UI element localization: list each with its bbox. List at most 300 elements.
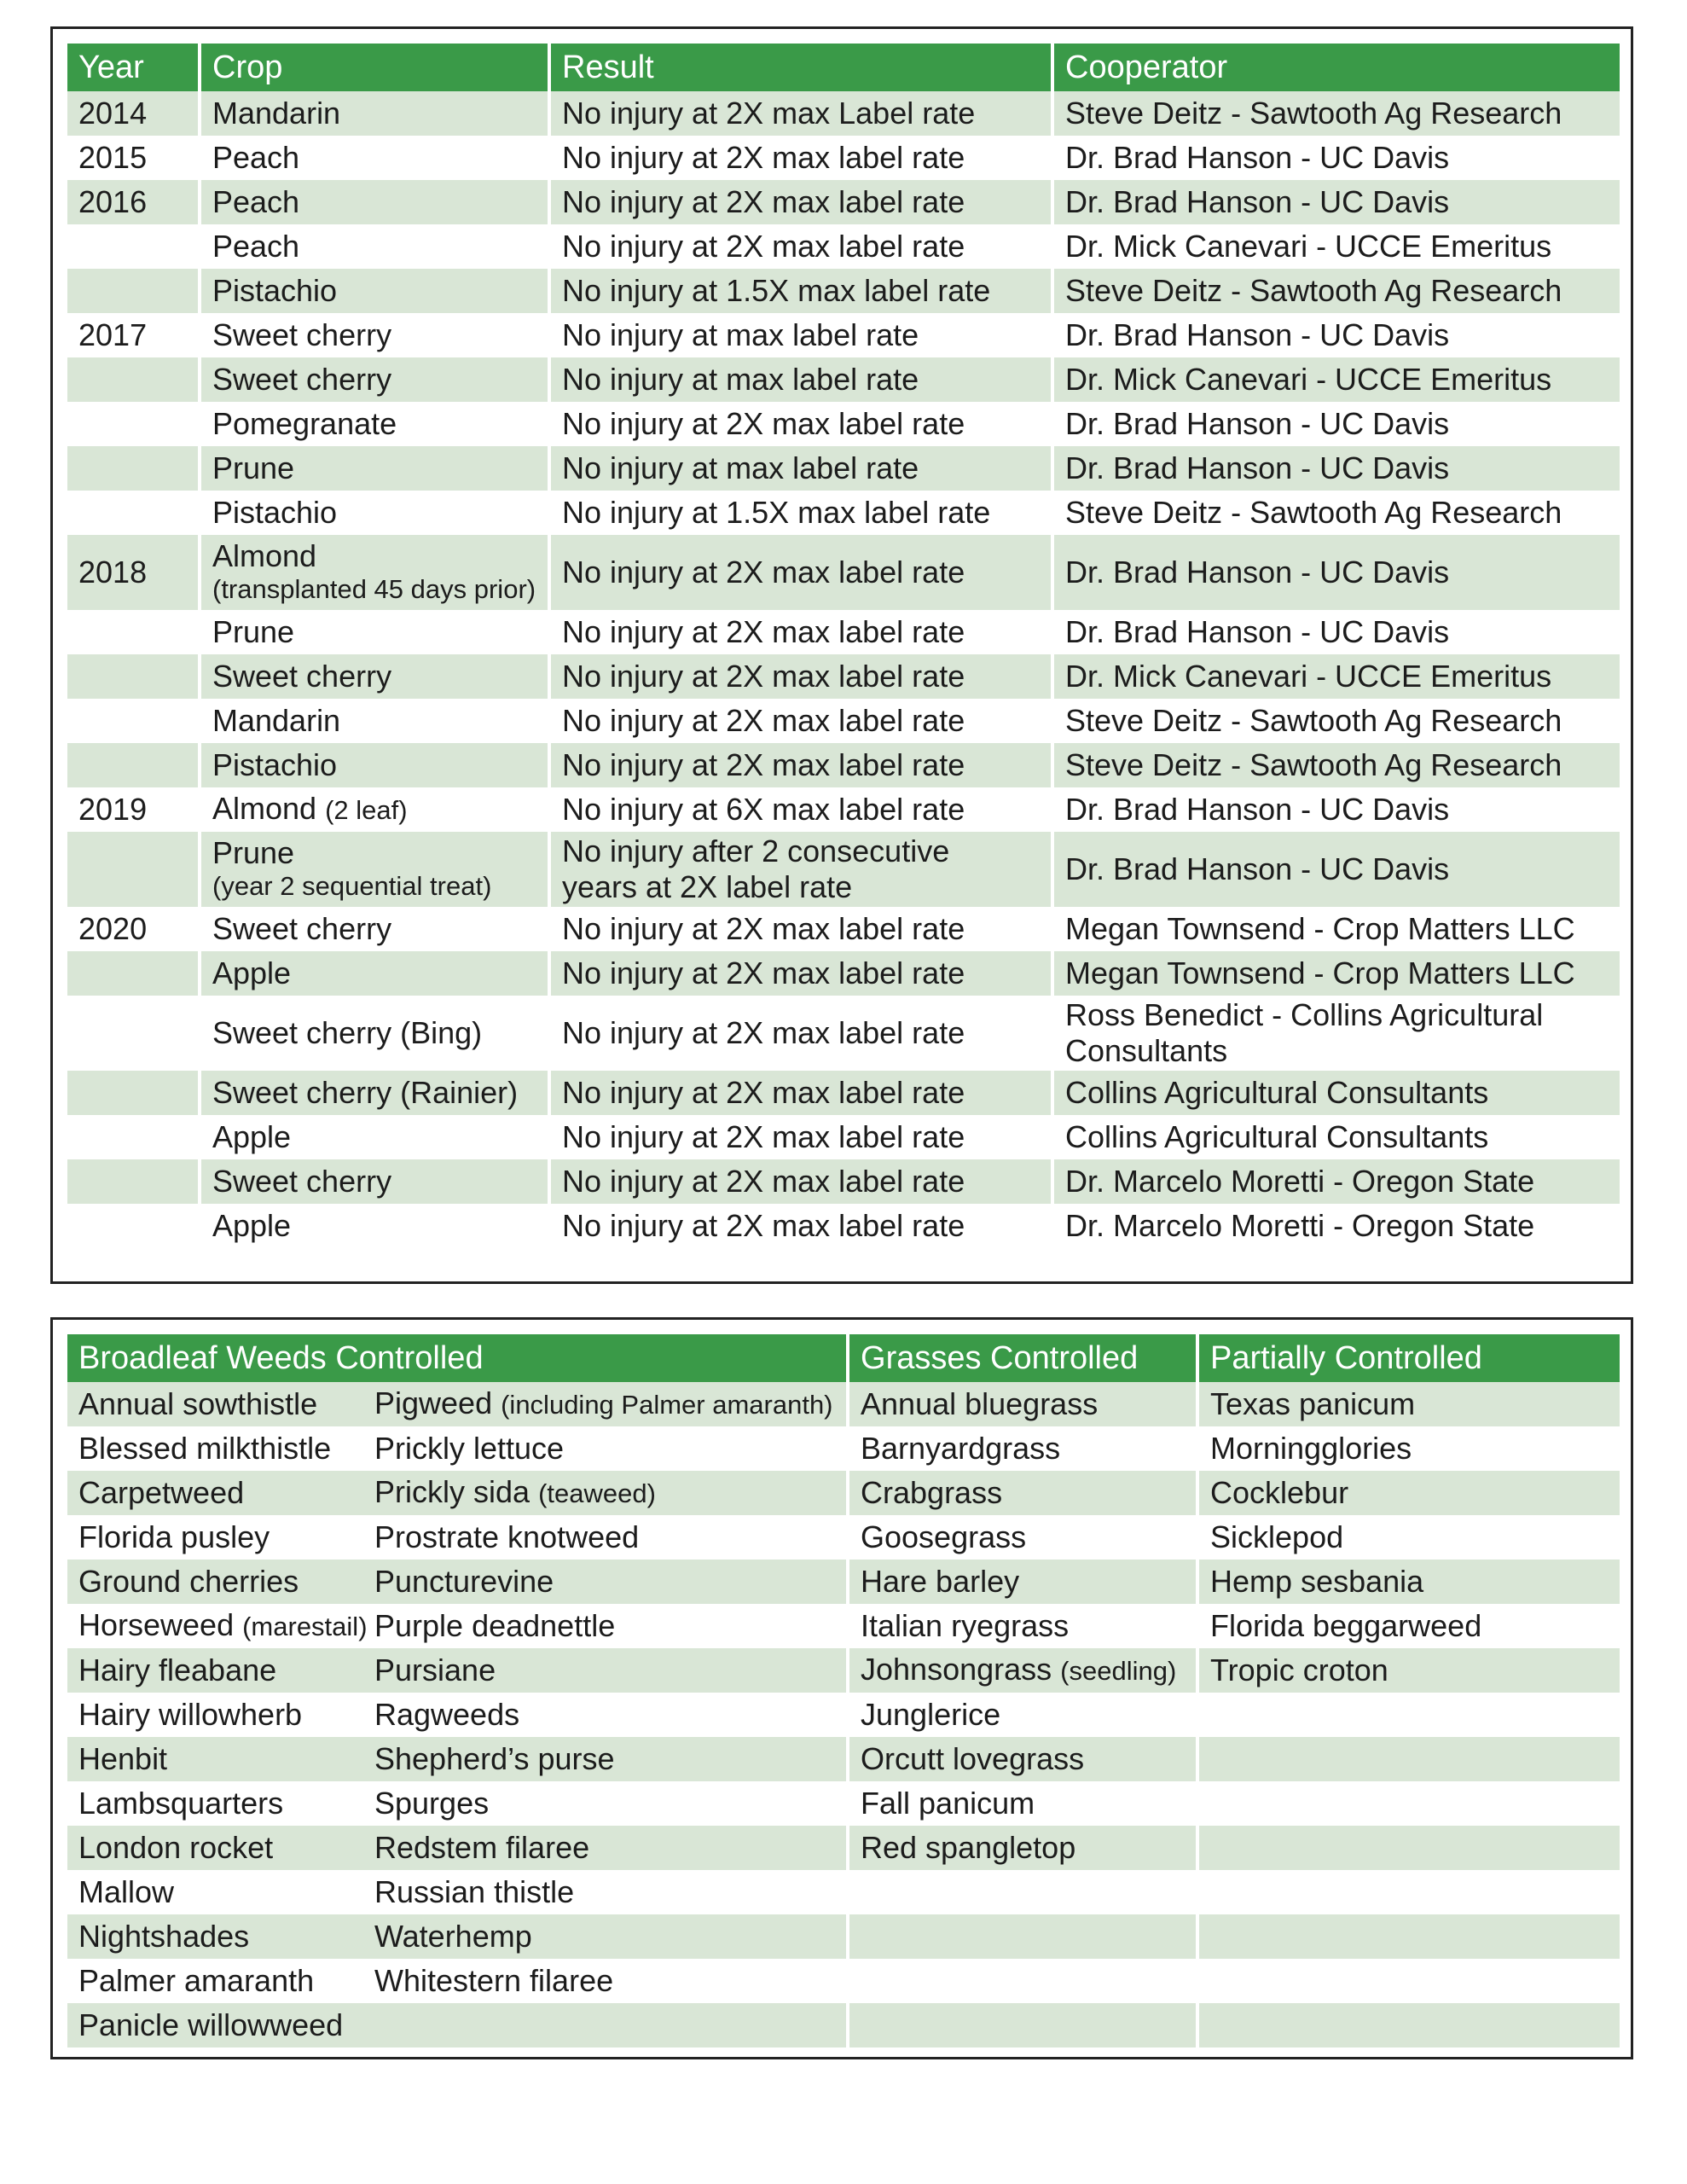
cooperator-text: Dr. Brad Hanson - UC Davis <box>1065 184 1450 219</box>
result-cell <box>549 907 1052 951</box>
partial-cell <box>1197 1515 1620 1560</box>
table-row <box>67 402 1620 446</box>
cooperator-cell <box>1052 491 1620 535</box>
crop-text: Peach <box>212 184 300 219</box>
cooperator-cell <box>1052 1071 1620 1115</box>
table-row <box>67 951 1620 996</box>
table-row <box>67 1382 1620 1426</box>
crop-text: Apple <box>212 1208 292 1243</box>
table-row <box>67 1560 1620 1604</box>
broadleaf-cell <box>67 1382 368 1426</box>
result-cell <box>549 402 1052 446</box>
partial-cell <box>1197 1560 1620 1604</box>
result-text: No injury at 2X max label rate <box>562 1075 965 1110</box>
grass-cell <box>848 1914 1197 1959</box>
cooperator-cell <box>1052 1159 1620 1204</box>
year-cell <box>67 1071 200 1115</box>
partial-cell <box>1197 1648 1620 1693</box>
partial-cell <box>1197 1693 1620 1737</box>
partial-cell <box>1197 1426 1620 1471</box>
cooperator-text: Dr. Brad Hanson - UC Davis <box>1065 851 1450 886</box>
grass-name: Orcutt lovegrass <box>861 1741 1085 1776</box>
crop-cell <box>200 743 549 787</box>
cooperator-cell <box>1052 787 1620 832</box>
crop-block <box>212 539 548 606</box>
year-cell <box>67 951 200 996</box>
result-text: No injury at 2X max label rate <box>562 1164 965 1199</box>
year-cell <box>67 313 200 357</box>
crop-text: Peach <box>212 140 300 175</box>
broadleaf-cell <box>67 1826 368 1870</box>
year-cell <box>67 535 200 610</box>
year-text: 2020 <box>78 911 148 946</box>
crop-cell <box>200 313 549 357</box>
year-cell <box>67 491 200 535</box>
crop-text: Prune <box>212 450 295 485</box>
table-row <box>67 2003 1620 2048</box>
broadleaf-cell <box>368 1693 848 1737</box>
table-row <box>67 313 1620 357</box>
crop-text: Mandarin <box>212 703 341 738</box>
crop-cell <box>200 180 549 224</box>
broadleaf-name: Hairy fleabane <box>78 1653 277 1687</box>
partial-name: Texas panicum <box>1210 1386 1416 1421</box>
crop-cell <box>200 1204 549 1248</box>
result-cell <box>549 996 1052 1071</box>
broadleaf-cell <box>368 1870 848 1914</box>
broadleaf-cell <box>368 1914 848 1959</box>
partial-name: Morningglories <box>1210 1431 1412 1466</box>
broadleaf-name: Russian thistle <box>374 1874 575 1909</box>
broadleaf-cell <box>368 1648 848 1693</box>
broadleaf-cell <box>368 1737 848 1781</box>
result-cell <box>549 1204 1052 1248</box>
broadleaf-cell <box>368 2003 848 2048</box>
crop-cell <box>200 1115 549 1159</box>
broadleaf-name: Spurges <box>374 1786 490 1821</box>
result-cell <box>549 535 1052 610</box>
year-cell <box>67 996 200 1071</box>
broadleaf-cell <box>67 1781 368 1826</box>
weeds-controlled-table <box>67 1334 1620 2048</box>
cooperator-text: Dr. Mick Canevari - UCCE Emeritus <box>1065 659 1552 694</box>
year-cell <box>67 1159 200 1204</box>
table-row <box>67 996 1620 1071</box>
partial-cell <box>1197 1471 1620 1515</box>
cooperator-cell <box>1052 180 1620 224</box>
crop-cell <box>200 699 549 743</box>
crop-trials-table <box>67 44 1620 1248</box>
crop-text: Sweet cherry (Bing) <box>212 1015 483 1050</box>
broadleaf-name: Pursiane <box>374 1653 496 1687</box>
crop-cell <box>200 535 549 610</box>
table-row <box>67 1071 1620 1115</box>
crop-cell <box>200 491 549 535</box>
header-broadleaf: Broadleaf Weeds Controlled <box>67 1334 848 1382</box>
table-row <box>67 1115 1620 1159</box>
cooperator-text: Megan Townsend - Crop Matters LLC <box>1065 911 1575 946</box>
result-text: No injury at 2X max label rate <box>562 140 965 175</box>
year-cell <box>67 654 200 699</box>
result-cell <box>549 491 1052 535</box>
broadleaf-cell <box>67 2003 368 2048</box>
cooperator-cell <box>1052 313 1620 357</box>
grass-cell <box>848 1426 1197 1471</box>
table-row <box>67 1515 1620 1560</box>
grass-note: (seedling) <box>1060 1656 1177 1686</box>
broadleaf-cell <box>368 1781 848 1826</box>
broadleaf-cell <box>67 1648 368 1693</box>
result-cell <box>549 832 1052 907</box>
year-cell <box>67 610 200 654</box>
cooperator-text: Ross Benedict - Collins Agricultural Consultants <box>1065 997 1544 1068</box>
partial-name: Cocklebur <box>1210 1475 1349 1510</box>
grass-cell <box>848 1515 1197 1560</box>
partial-name: Florida beggarweed <box>1210 1608 1482 1643</box>
grass-name: Annual bluegrass <box>861 1386 1099 1421</box>
broadleaf-name: Pigweed <box>374 1385 493 1420</box>
result-text: No injury at 6X max label rate <box>562 792 965 827</box>
result-cell <box>549 224 1052 269</box>
partial-cell <box>1197 1959 1620 2003</box>
cooperator-text: Steve Deitz - Sawtooth Ag Research <box>1065 747 1562 782</box>
year-text: 2015 <box>78 140 148 175</box>
cooperator-cell <box>1052 357 1620 402</box>
result-text: No injury at 2X max label rate <box>562 1119 965 1154</box>
crop-text: Pistachio <box>212 495 338 530</box>
cooperator-cell <box>1052 743 1620 787</box>
crop-cell <box>200 654 549 699</box>
cooperator-text: Steve Deitz - Sawtooth Ag Research <box>1065 96 1562 131</box>
table-row <box>67 907 1620 951</box>
partial-cell <box>1197 1737 1620 1781</box>
broadleaf-cell <box>368 1382 848 1426</box>
grass-cell <box>848 1693 1197 1737</box>
broadleaf-name: Prickly lettuce <box>374 1431 565 1466</box>
result-text: No injury at 2X max label rate <box>562 406 965 441</box>
cooperator-text: Dr. Brad Hanson - UC Davis <box>1065 140 1450 175</box>
result-text: No injury at max label rate <box>562 362 919 397</box>
cooperator-cell <box>1052 1115 1620 1159</box>
crop-text: Sweet cherry <box>212 911 392 946</box>
result-cell <box>549 743 1052 787</box>
partial-cell <box>1197 1604 1620 1648</box>
trials-table-box <box>50 26 1633 1284</box>
crop-cell <box>200 269 549 313</box>
result-cell <box>549 654 1052 699</box>
grass-name: Italian ryegrass <box>861 1608 1070 1643</box>
cooperator-text: Dr. Brad Hanson - UC Davis <box>1065 614 1450 649</box>
table-row <box>67 1204 1620 1248</box>
table-row <box>67 699 1620 743</box>
grass-cell <box>848 1781 1197 1826</box>
grass-name: Hare barley <box>861 1564 1020 1599</box>
broadleaf-cell <box>67 1914 368 1959</box>
cooperator-text: Steve Deitz - Sawtooth Ag Research <box>1065 273 1562 308</box>
grass-name: Fall panicum <box>861 1786 1035 1821</box>
result-text: No injury at 2X max label rate <box>562 1208 965 1243</box>
crop-text: Prune <box>212 835 295 870</box>
year-cell <box>67 446 200 491</box>
broadleaf-name: London rocket <box>78 1830 274 1865</box>
broadleaf-cell <box>368 1826 848 1870</box>
broadleaf-cell <box>67 1426 368 1471</box>
crop-text: Sweet cherry (Rainier) <box>212 1075 519 1110</box>
crop-text: Mandarin <box>212 96 341 131</box>
crop-cell <box>200 610 549 654</box>
cooperator-cell <box>1052 535 1620 610</box>
result-cell <box>549 136 1052 180</box>
result-cell <box>549 1071 1052 1115</box>
year-cell <box>67 787 200 832</box>
cooperator-cell <box>1052 91 1620 136</box>
broadleaf-name: Nightshades <box>78 1919 250 1954</box>
header-year: Year <box>67 44 200 91</box>
table-row <box>67 1604 1620 1648</box>
trials-body <box>67 91 1620 1248</box>
crop-cell <box>200 357 549 402</box>
broadleaf-name: Henbit <box>78 1741 168 1776</box>
broadleaf-name: Prickly sida <box>374 1474 530 1509</box>
cooperator-cell <box>1052 907 1620 951</box>
cooperator-text: Dr. Mick Canevari - UCCE Emeritus <box>1065 362 1552 397</box>
broadleaf-note: (marestail) <box>242 1612 368 1641</box>
result-text: No injury at 2X max label rate <box>562 703 965 738</box>
partial-name: Hemp sesbania <box>1210 1564 1424 1599</box>
broadleaf-cell <box>368 1604 848 1648</box>
broadleaf-name: Panicle willowweed <box>78 2007 344 2042</box>
broadleaf-cell <box>67 1737 368 1781</box>
broadleaf-cell <box>67 1604 368 1648</box>
cooperator-text: Dr. Marcelo Moretti - Oregon State <box>1065 1164 1535 1199</box>
broadleaf-name: Florida pusley <box>78 1519 270 1554</box>
result-cell <box>549 1115 1052 1159</box>
cooperator-cell <box>1052 951 1620 996</box>
result-cell <box>549 357 1052 402</box>
result-text: No injury at 2X max label rate <box>562 614 965 649</box>
cooperator-cell <box>1052 446 1620 491</box>
header-cooperator: Cooperator <box>1052 44 1620 91</box>
broadleaf-name: Annual sowthistle <box>78 1386 318 1421</box>
broadleaf-name: Hairy willowherb <box>78 1697 303 1732</box>
grass-cell <box>848 1870 1197 1914</box>
table-row <box>67 610 1620 654</box>
table-row <box>67 832 1620 907</box>
table-row <box>67 535 1620 610</box>
crop-note: (year 2 sequential treat) <box>212 871 492 901</box>
result-cell <box>549 180 1052 224</box>
year-cell <box>67 91 200 136</box>
table-row <box>67 1426 1620 1471</box>
grass-name: Junglerice <box>861 1697 1001 1732</box>
cooperator-text: Dr. Mick Canevari - UCCE Emeritus <box>1065 229 1552 264</box>
broadleaf-name: Ragweeds <box>374 1697 520 1732</box>
cooperator-text: Collins Agricultural Consultants <box>1065 1075 1489 1110</box>
cooperator-text: Collins Agricultural Consultants <box>1065 1119 1489 1154</box>
crop-cell <box>200 951 549 996</box>
grass-cell <box>848 1648 1197 1693</box>
crop-text: Pistachio <box>212 747 338 782</box>
table-row <box>67 1471 1620 1515</box>
broadleaf-name: Carpetweed <box>78 1475 245 1510</box>
year-cell <box>67 357 200 402</box>
crop-cell <box>200 996 549 1071</box>
cooperator-text: Steve Deitz - Sawtooth Ag Research <box>1065 495 1562 530</box>
result-text: No injury at 2X max label rate <box>562 1015 965 1050</box>
crop-text: Prune <box>212 614 295 649</box>
crop-text: Peach <box>212 229 300 264</box>
grass-name: Goosegrass <box>861 1519 1027 1554</box>
broadleaf-name: Lambsquarters <box>78 1786 284 1821</box>
year-text: 2017 <box>78 317 148 352</box>
partial-cell <box>1197 1870 1620 1914</box>
header-partial: Partially Controlled <box>1197 1334 1620 1382</box>
result-text: No injury at max label rate <box>562 317 919 352</box>
grass-cell <box>848 1826 1197 1870</box>
table-row <box>67 180 1620 224</box>
table-header-row <box>67 44 1620 91</box>
crop-cell <box>200 402 549 446</box>
crop-cell <box>200 907 549 951</box>
result-text: No injury after 2 consecutive years at 2X label rate <box>562 834 950 904</box>
grass-cell <box>848 2003 1197 2048</box>
broadleaf-cell <box>368 1426 848 1471</box>
broadleaf-cell <box>368 1515 848 1560</box>
cooperator-text: Dr. Marcelo Moretti - Oregon State <box>1065 1208 1535 1243</box>
grass-name: Barnyardgrass <box>861 1431 1061 1466</box>
table-row <box>67 91 1620 136</box>
result-text: No injury at 1.5X max label rate <box>562 495 991 530</box>
broadleaf-cell <box>67 1959 368 2003</box>
crop-cell <box>200 136 549 180</box>
result-cell <box>549 610 1052 654</box>
broadleaf-cell <box>67 1693 368 1737</box>
grass-name: Crabgrass <box>861 1475 1003 1510</box>
year-text: 2019 <box>78 792 148 827</box>
cooperator-text: Dr. Brad Hanson - UC Davis <box>1065 555 1450 590</box>
grass-cell <box>848 1382 1197 1426</box>
weeds-table-box <box>50 1317 1633 2059</box>
crop-text: Almond <box>212 791 317 826</box>
broadleaf-cell <box>67 1560 368 1604</box>
crop-cell <box>200 91 549 136</box>
table-row <box>67 1826 1620 1870</box>
broadleaf-name: Blessed milkthistle <box>78 1431 332 1466</box>
header-result: Result <box>549 44 1052 91</box>
crop-text: Almond <box>212 538 317 573</box>
broadleaf-name: Shepherd’s purse <box>374 1741 615 1776</box>
cooperator-cell <box>1052 224 1620 269</box>
year-cell <box>67 136 200 180</box>
crop-text: Pistachio <box>212 273 338 308</box>
result-text: No injury at 1.5X max label rate <box>562 273 991 308</box>
header-grasses: Grasses Controlled <box>848 1334 1197 1382</box>
table-row <box>67 491 1620 535</box>
crop-cell <box>200 1071 549 1115</box>
broadleaf-name: Ground cherries <box>78 1564 299 1599</box>
table-row <box>67 743 1620 787</box>
table-row <box>67 357 1620 402</box>
table-row <box>67 224 1620 269</box>
table-row <box>67 136 1620 180</box>
year-text: 2014 <box>78 96 148 131</box>
table-row <box>67 1648 1620 1693</box>
result-text: No injury at max label rate <box>562 450 919 485</box>
crop-cell <box>200 446 549 491</box>
table-row <box>67 1693 1620 1737</box>
table-row <box>67 1959 1620 2003</box>
cooperator-text: Dr. Brad Hanson - UC Davis <box>1065 450 1450 485</box>
result-text: No injury at 2X max label rate <box>562 956 965 990</box>
grass-cell <box>848 1471 1197 1515</box>
table-row <box>67 1914 1620 1959</box>
cooperator-text: Steve Deitz - Sawtooth Ag Research <box>1065 703 1562 738</box>
broadleaf-name: Redstem filaree <box>374 1830 590 1865</box>
table-row <box>67 269 1620 313</box>
broadleaf-note: (teaweed) <box>538 1478 656 1508</box>
crop-cell <box>200 832 549 907</box>
year-cell <box>67 224 200 269</box>
cooperator-text: Megan Townsend - Crop Matters LLC <box>1065 956 1575 990</box>
broadleaf-cell <box>67 1870 368 1914</box>
result-cell <box>549 699 1052 743</box>
cooperator-cell <box>1052 136 1620 180</box>
result-text: No injury at 2X max label rate <box>562 911 965 946</box>
result-cell <box>549 787 1052 832</box>
broadleaf-note: (including Palmer amaranth) <box>501 1390 833 1420</box>
cooperator-text: Dr. Brad Hanson - UC Davis <box>1065 406 1450 441</box>
broadleaf-name: Prostrate knotweed <box>374 1519 640 1554</box>
cooperator-cell <box>1052 832 1620 907</box>
table-row <box>67 1870 1620 1914</box>
broadleaf-cell <box>67 1515 368 1560</box>
crop-note: (transplanted 45 days prior) <box>212 574 536 604</box>
partial-cell <box>1197 1914 1620 1959</box>
result-text: No injury at 2X max label rate <box>562 659 965 694</box>
table-row <box>67 654 1620 699</box>
crop-note: (2 leaf) <box>325 795 408 825</box>
broadleaf-name: Mallow <box>78 1874 175 1909</box>
table-row <box>67 1781 1620 1826</box>
grass-name: Johnsongrass <box>861 1652 1052 1687</box>
year-cell <box>67 1115 200 1159</box>
crop-text: Sweet cherry <box>212 1164 392 1199</box>
result-cell <box>549 1159 1052 1204</box>
cooperator-cell <box>1052 699 1620 743</box>
result-text: No injury at 2X max Label rate <box>562 96 976 131</box>
partial-cell <box>1197 2003 1620 2048</box>
cooperator-cell <box>1052 654 1620 699</box>
cooperator-cell <box>1052 610 1620 654</box>
year-cell <box>67 699 200 743</box>
table-row <box>67 1159 1620 1204</box>
table-row <box>67 1737 1620 1781</box>
result-cell <box>549 951 1052 996</box>
broadleaf-cell <box>368 1959 848 2003</box>
crop-text: Apple <box>212 1119 292 1154</box>
table-header-row <box>67 1334 1620 1382</box>
result-text: No injury at 2X max label rate <box>562 184 965 219</box>
result-cell <box>549 269 1052 313</box>
cooperator-text: Dr. Brad Hanson - UC Davis <box>1065 317 1450 352</box>
broadleaf-name: Palmer amaranth <box>78 1963 315 1998</box>
cooperator-cell <box>1052 1204 1620 1248</box>
crop-cell <box>200 787 549 832</box>
year-cell <box>67 269 200 313</box>
crop-text: Apple <box>212 956 292 990</box>
result-text: No injury at 2X max label rate <box>562 229 965 264</box>
grass-cell <box>848 1737 1197 1781</box>
